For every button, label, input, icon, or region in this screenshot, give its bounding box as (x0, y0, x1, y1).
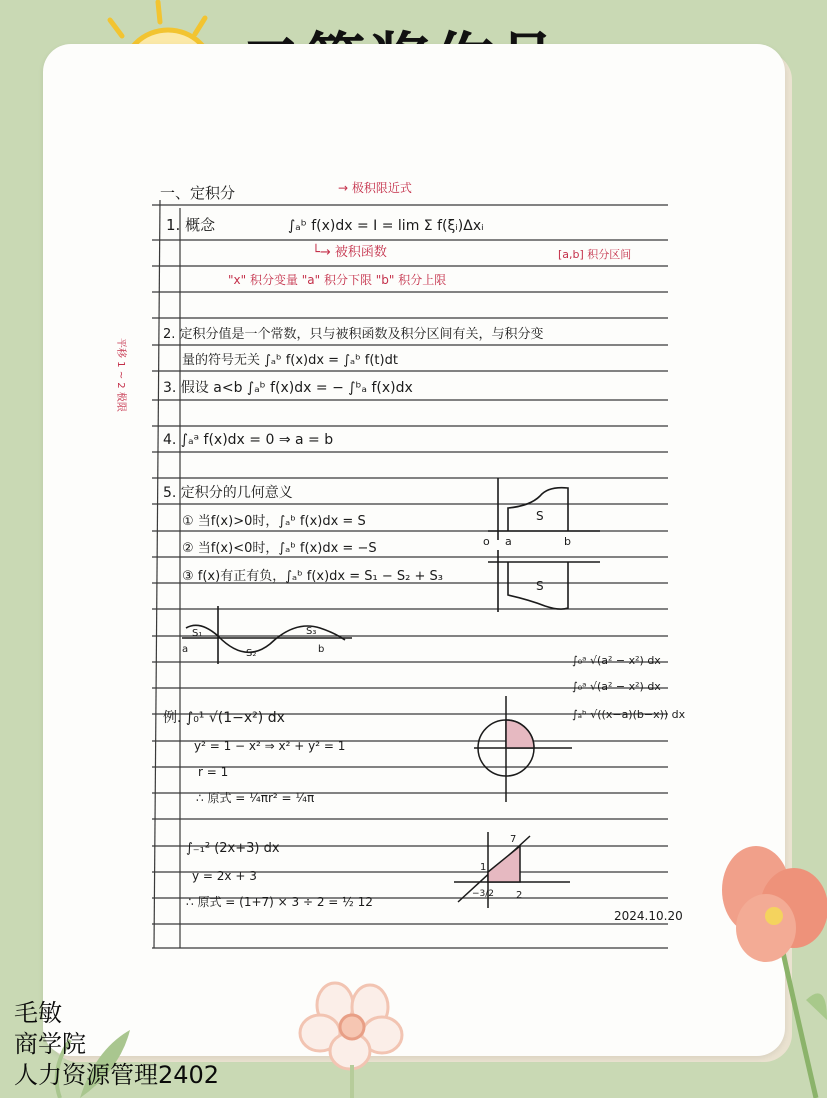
side-note: 平移 1 ~ 2 极限 (115, 338, 126, 412)
circle-graph (474, 696, 572, 802)
graph2-neg-label: −3/2 (472, 889, 495, 899)
example2-line1: y = 2x + 3 (192, 869, 257, 883)
item1-sub: └→ 被积函数 (312, 245, 387, 260)
area-graph-positive (488, 478, 600, 540)
side-formula2: ∫₀ᵃ √(a² − x²) dx (572, 680, 661, 693)
graph-s-neg-label: S (536, 579, 544, 593)
item1-terms: "x" 积分变量 "a" 积分下限 "b" 积分上限 (228, 273, 447, 287)
graph2-two-label: 2 (516, 890, 523, 901)
item3: 3. 假设 a<b ∫ₐᵇ f(x)dx = − ∫ᵇₐ f(x)dx (163, 380, 413, 396)
sine-s2-label: S₂ (246, 648, 257, 659)
item1-formula: ∫ₐᵇ f(x)dx = I = lim Σ f(ξᵢ)Δxᵢ (288, 218, 484, 234)
side-formula1: ∫₀ᵃ √(a² − x²) dx (572, 654, 661, 667)
author-name: 毛敏 (14, 999, 62, 1027)
graph-o-label: o (483, 535, 490, 548)
flower-decoration-icon (716, 820, 827, 1098)
item2-line1: 2. 定积分值是一个常数，只与被积函数及积分区间有关，与积分变 (163, 327, 544, 342)
author-school: 商学院 (14, 1030, 86, 1058)
sine-a-label: a (182, 644, 189, 655)
section-heading: 一、定积分 (160, 184, 236, 202)
example-line1: y² = 1 − x² ⇒ x² + y² = 1 (194, 739, 346, 753)
item5-c: ③ f(x)有正有负，∫ₐᵇ f(x)dx = S₁ − S₂ + S₃ (182, 569, 443, 584)
author-class: 人力资源管理2402 (14, 1061, 220, 1089)
example-label: 例. ∫₀¹ √(1−x²) dx (163, 710, 285, 726)
item5-b: ② 当f(x)<0时，∫ₐᵇ f(x)dx = −S (182, 541, 377, 556)
sine-s1-label: S₁ (192, 628, 203, 639)
graph-s-label: S (536, 509, 544, 523)
example2-line2: ∴ 原式 = (1+7) × 3 ÷ 2 = ½ 12 (186, 895, 373, 909)
note-date: 2024.10.20 (614, 909, 683, 923)
sine-b-label: b (318, 644, 325, 655)
graph2-one-label: 1 (480, 862, 487, 873)
example2-integral: ∫₋₁² (2x+3) dx (186, 841, 280, 856)
example-line2: r = 1 (198, 765, 229, 779)
sine-graph (182, 606, 352, 664)
top-annotation: → 极积限近式 (338, 181, 412, 195)
item5-a: ① 当f(x)>0时，∫ₐᵇ f(x)dx = S (182, 514, 366, 529)
item2-line2: 量的符号无关 ∫ₐᵇ f(x)dx = ∫ₐᵇ f(t)dt (182, 353, 398, 368)
area-graph-negative (488, 550, 600, 612)
example-line3: ∴ 原式 = ¼πr² = ¼π (196, 791, 315, 805)
item1-label: 1. 概念 (166, 216, 216, 234)
sine-s3-label: S₃ (306, 626, 317, 637)
graph-b-label: b (564, 535, 571, 548)
credits-block (14, 998, 314, 1091)
item1-interval: [a,b] 积分区间 (558, 248, 632, 261)
side-formula3: ∫ₐᵇ √((x−a)(b−x)) dx (572, 708, 686, 721)
item5-heading: 5. 定积分的几何意义 (163, 485, 293, 501)
item4: 4. ∫ₐᵃ f(x)dx = 0 ⇒ a = b (163, 432, 334, 448)
graph-a-label: a (505, 535, 512, 548)
graph2-seven-label: 7 (510, 834, 517, 845)
